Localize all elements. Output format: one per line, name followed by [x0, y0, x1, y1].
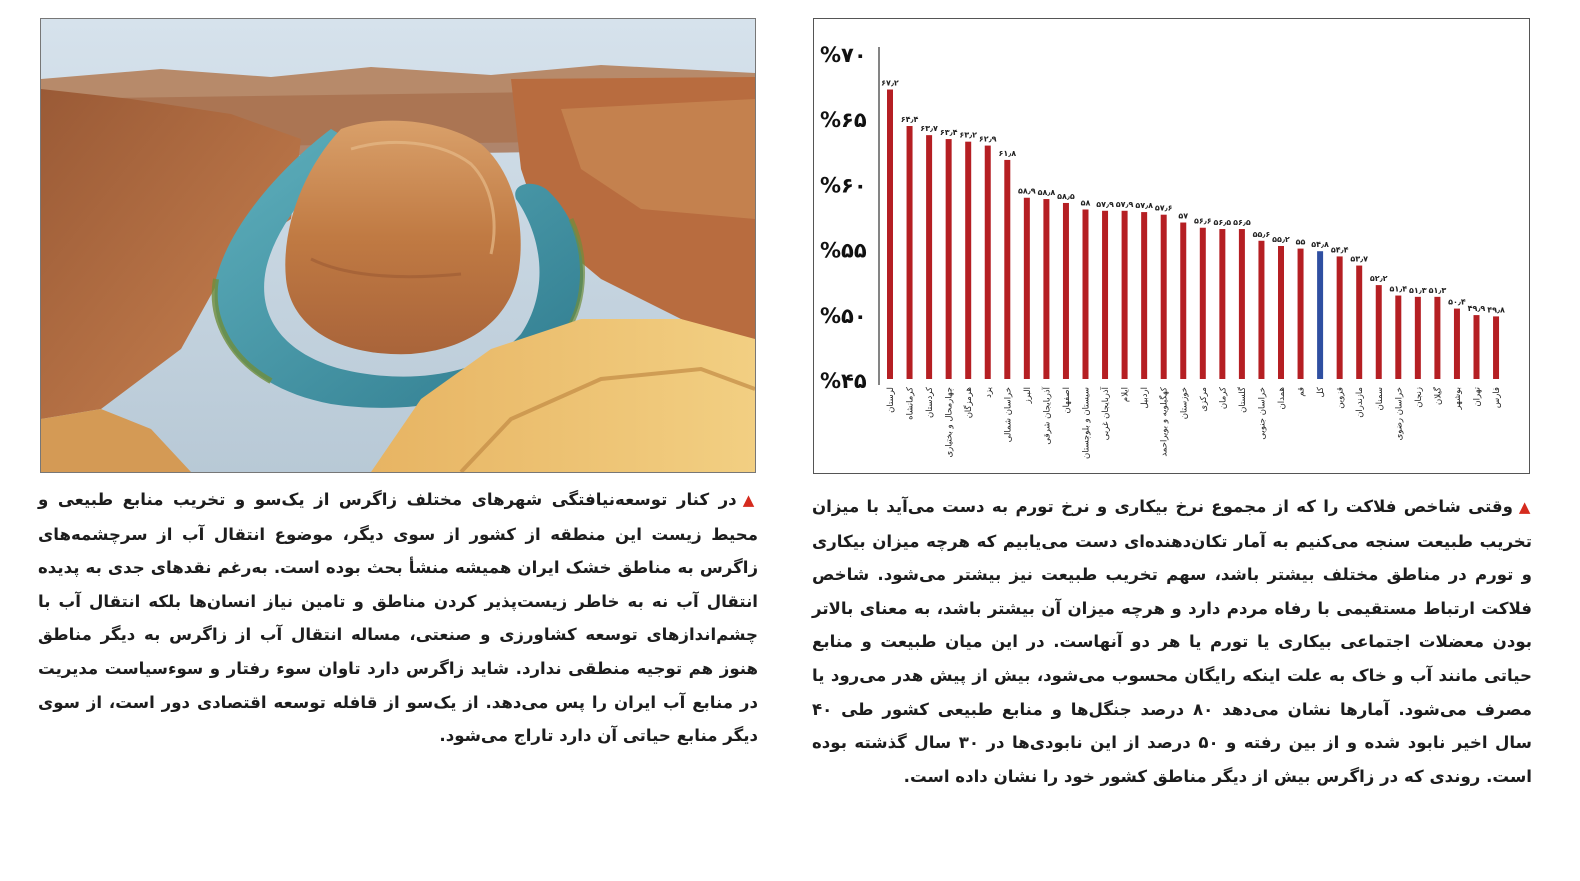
bar	[1415, 297, 1421, 379]
bar	[1141, 212, 1147, 379]
bar	[1376, 285, 1382, 379]
bar-value-label: ۵۱٫۴	[1389, 284, 1408, 294]
bar	[1434, 297, 1440, 379]
category-label: کرمان	[1218, 387, 1229, 410]
bar-value-label: ۵۶٫۵	[1213, 218, 1232, 228]
category-label: گلستان	[1237, 387, 1248, 413]
bar	[1337, 256, 1343, 379]
bar	[946, 139, 952, 379]
bar	[1043, 199, 1049, 379]
y-tick-label: %۶۰	[820, 173, 867, 198]
bar-value-label: ۵۲٫۲	[1369, 274, 1388, 284]
category-label: قم	[1296, 387, 1307, 397]
bar-value-label: ۵۷٫۹	[1115, 199, 1134, 209]
category-label: فارس	[1492, 387, 1503, 409]
chart-caption-text: وقتی شاخص فلاکت را که از مجموع نرخ بیکاری و نرخ تورم به دست می‌آید با میزان تخریب طبیعت سنجه می‌کنیم به آمار تکان‌دهنده‌ای دست می‌یابیم که هرچه میزان بیکاری و تورم در مناطق مختلف بیشتر باشد، سهم تخریب طبیعت نیز بیشتر می‌شود. شاخص فلاکت ارتباط مستقیمی با رفاه مردم دارد و هرچه میزان آن بیشتر باشد، به معنای بالاتر بودن معضلات اجتماعی بیکاری یا تورم یا هر دو آنهاست. در این میان طبیعت و منابع حیاتی مانند آب و خاک به علت اینکه رایگان محسوب می‌شود، بیش از پیش هدر می‌رود یا مصرف می‌شود. آمارها نشان می‌دهد ۸۰ درصد جنگل‌ها و منابع طبیعی کشور طی ۴۰ سال اخیر نابود شده و از بین رفته و ۵۰ درصد از این نابودی‌ها در ۳۰ سال گذشته بوده است. روندی که در زاگرس بیش از دیگر مناطق کشور خود را نشان داده است.	[812, 497, 1532, 786]
bar-value-label: ۵۵	[1295, 237, 1306, 247]
category-label: بوشهر	[1452, 387, 1463, 410]
y-tick-label: %۷۰	[820, 43, 867, 67]
bar	[887, 90, 893, 379]
category-label: اصفهان	[1061, 387, 1072, 414]
bar	[1180, 223, 1186, 379]
bar	[1200, 228, 1206, 379]
red-triangle-icon: ▲	[742, 491, 758, 509]
bar-value-label: ۶۳٫۷	[920, 124, 938, 134]
bar-value-label: ۵۷٫۸	[1135, 201, 1153, 211]
bar-value-label: ۵۸٫۸	[1037, 188, 1056, 198]
bar	[965, 142, 971, 379]
bar-value-label: ۶۳٫۴	[939, 128, 958, 138]
y-tick-label: %۶۵	[820, 108, 867, 133]
category-label: همدان	[1277, 387, 1287, 410]
bar-value-label: ۵۱٫۳	[1428, 285, 1447, 295]
bar	[1063, 203, 1069, 379]
bar-value-label: ۶۳٫۲	[959, 130, 978, 140]
bar-value-label: ۵۷	[1178, 211, 1189, 221]
bar	[1395, 296, 1401, 379]
category-label: آذربایجان شرقی	[1042, 387, 1053, 445]
bar-value-label: ۶۲٫۹	[978, 134, 997, 144]
bar	[1219, 229, 1225, 379]
category-label: هرمزگان	[964, 387, 975, 419]
bar-value-label: ۵۶٫۵	[1233, 218, 1251, 228]
bar	[1493, 316, 1499, 379]
bar-value-label: ۵۴٫۴	[1330, 245, 1349, 255]
category-label: خراسان جنوبی	[1257, 387, 1268, 440]
canyon-river-image	[41, 19, 755, 472]
bar	[1278, 246, 1284, 379]
bar-value-label: ۵۰٫۴	[1448, 297, 1466, 307]
category-label: کرمانشاه	[905, 387, 916, 420]
category-label: زنجان	[1413, 387, 1424, 408]
category-label: لرستان	[886, 387, 896, 413]
bar-value-label: ۶۱٫۸	[998, 148, 1017, 158]
category-label: کل	[1316, 386, 1327, 398]
bar	[1083, 209, 1089, 379]
bar-value-label: ۵۸٫۹	[1018, 186, 1036, 196]
y-tick-label: %۵۰	[820, 303, 867, 328]
bar-value-label: ۶۷٫۲	[881, 78, 899, 88]
category-label: اردبیل	[1140, 387, 1151, 409]
category-label: خوزستان	[1179, 387, 1190, 420]
category-label: آذربایجان غربی	[1101, 387, 1112, 441]
category-label: البرز	[1022, 387, 1033, 404]
chart-caption	[812, 490, 1532, 793]
photo-caption-text: در کنار توسعه‌نیافتگی شهرهای مختلف زاگرس از یک‌سو و تخریب منابع طبیعی و محیط زیست این منطقه از کشور از سوی دیگر، موضوع انتقال آب از سرچشمه‌های زاگرس به مناطق خشک ایران همیشه منشأ بحث بوده است. به‌رغم نقدهای جدی به پدیده انتقال آب نه به خاطر زیست‌پذیر کردن مناطق و تامین نیاز انسان‌ها بلکه انتقال آب با چشم‌اندازهای توسعه کشاورزی و صنعتی، مساله انتقال آب از زاگرس به دیگر مناطق هنوز هم توجیه منطقی ندارد. شاید زاگرس دارد تاوان سوء رفتار و سوءسیاست مدیریت در منابع آب ایران را پس می‌دهد. از یک‌سو از قافله توسعه اقتصادی دور است، از سوی دیگر منابع حیاتی آن دارد تاراج می‌شود.	[38, 490, 758, 746]
category-label: چهارمحال و بختیاری	[944, 387, 955, 458]
bar	[985, 146, 991, 379]
category-label: مازندران	[1355, 387, 1366, 418]
bar	[1298, 249, 1304, 379]
category-label: سمنان	[1374, 387, 1385, 411]
category-label: ایلام	[1120, 387, 1131, 403]
bar	[1356, 266, 1362, 379]
category-label: تهران	[1472, 387, 1483, 407]
bar-value-label: ۴۹٫۸	[1487, 305, 1505, 315]
canyon-photo	[40, 18, 756, 473]
bar-value-label: ۵۶٫۶	[1193, 216, 1212, 226]
category-label: خراسان رضوی	[1394, 387, 1405, 441]
category-label: سیستان و بلوچستان	[1081, 387, 1092, 459]
bar-value-label: ۵۷٫۹	[1096, 199, 1114, 209]
bar	[1317, 251, 1323, 379]
bar	[926, 135, 932, 379]
bar	[1102, 211, 1108, 379]
bar-value-label: ۵۵٫۲	[1272, 234, 1290, 244]
bar-value-label: ۵۳٫۷	[1350, 254, 1369, 264]
unemployment-chart	[813, 18, 1530, 474]
bar-value-label: ۵۸٫۵	[1057, 191, 1075, 201]
bar-value-label: ۵۸	[1080, 198, 1091, 208]
y-tick-label: %۴۵	[820, 369, 867, 393]
bar	[1454, 309, 1460, 379]
category-label: کردستان	[925, 387, 936, 419]
bar	[1474, 315, 1480, 379]
bar	[1024, 198, 1030, 379]
photo-caption	[38, 483, 758, 753]
category-label: قزوین	[1335, 387, 1346, 409]
bar	[1239, 229, 1245, 379]
bar	[1122, 211, 1128, 379]
bar-value-label: ۵۷٫۶	[1154, 203, 1173, 213]
bar-chart-svg	[814, 19, 1529, 473]
bar	[1258, 241, 1264, 379]
bar-value-label: ۶۴٫۴	[900, 115, 919, 125]
category-label: خراسان شمالی	[1003, 387, 1014, 443]
bar-value-label: ۵۴٫۸	[1311, 240, 1329, 250]
category-label: یزد	[983, 387, 994, 398]
y-tick-label: %۵۵	[820, 238, 867, 263]
red-triangle-icon: ▲	[1518, 498, 1532, 516]
bar-value-label: ۴۹٫۹	[1467, 304, 1486, 314]
bar	[1004, 160, 1010, 379]
category-label: مرکزی	[1198, 387, 1209, 412]
bar	[1161, 215, 1167, 379]
bar	[907, 126, 913, 379]
bar-value-label: ۵۵٫۶	[1252, 229, 1271, 239]
category-label: گیلان	[1433, 387, 1444, 405]
bar-value-label: ۵۱٫۳	[1409, 285, 1427, 295]
category-label: کهگیلویه و بویراحمد	[1159, 387, 1170, 457]
